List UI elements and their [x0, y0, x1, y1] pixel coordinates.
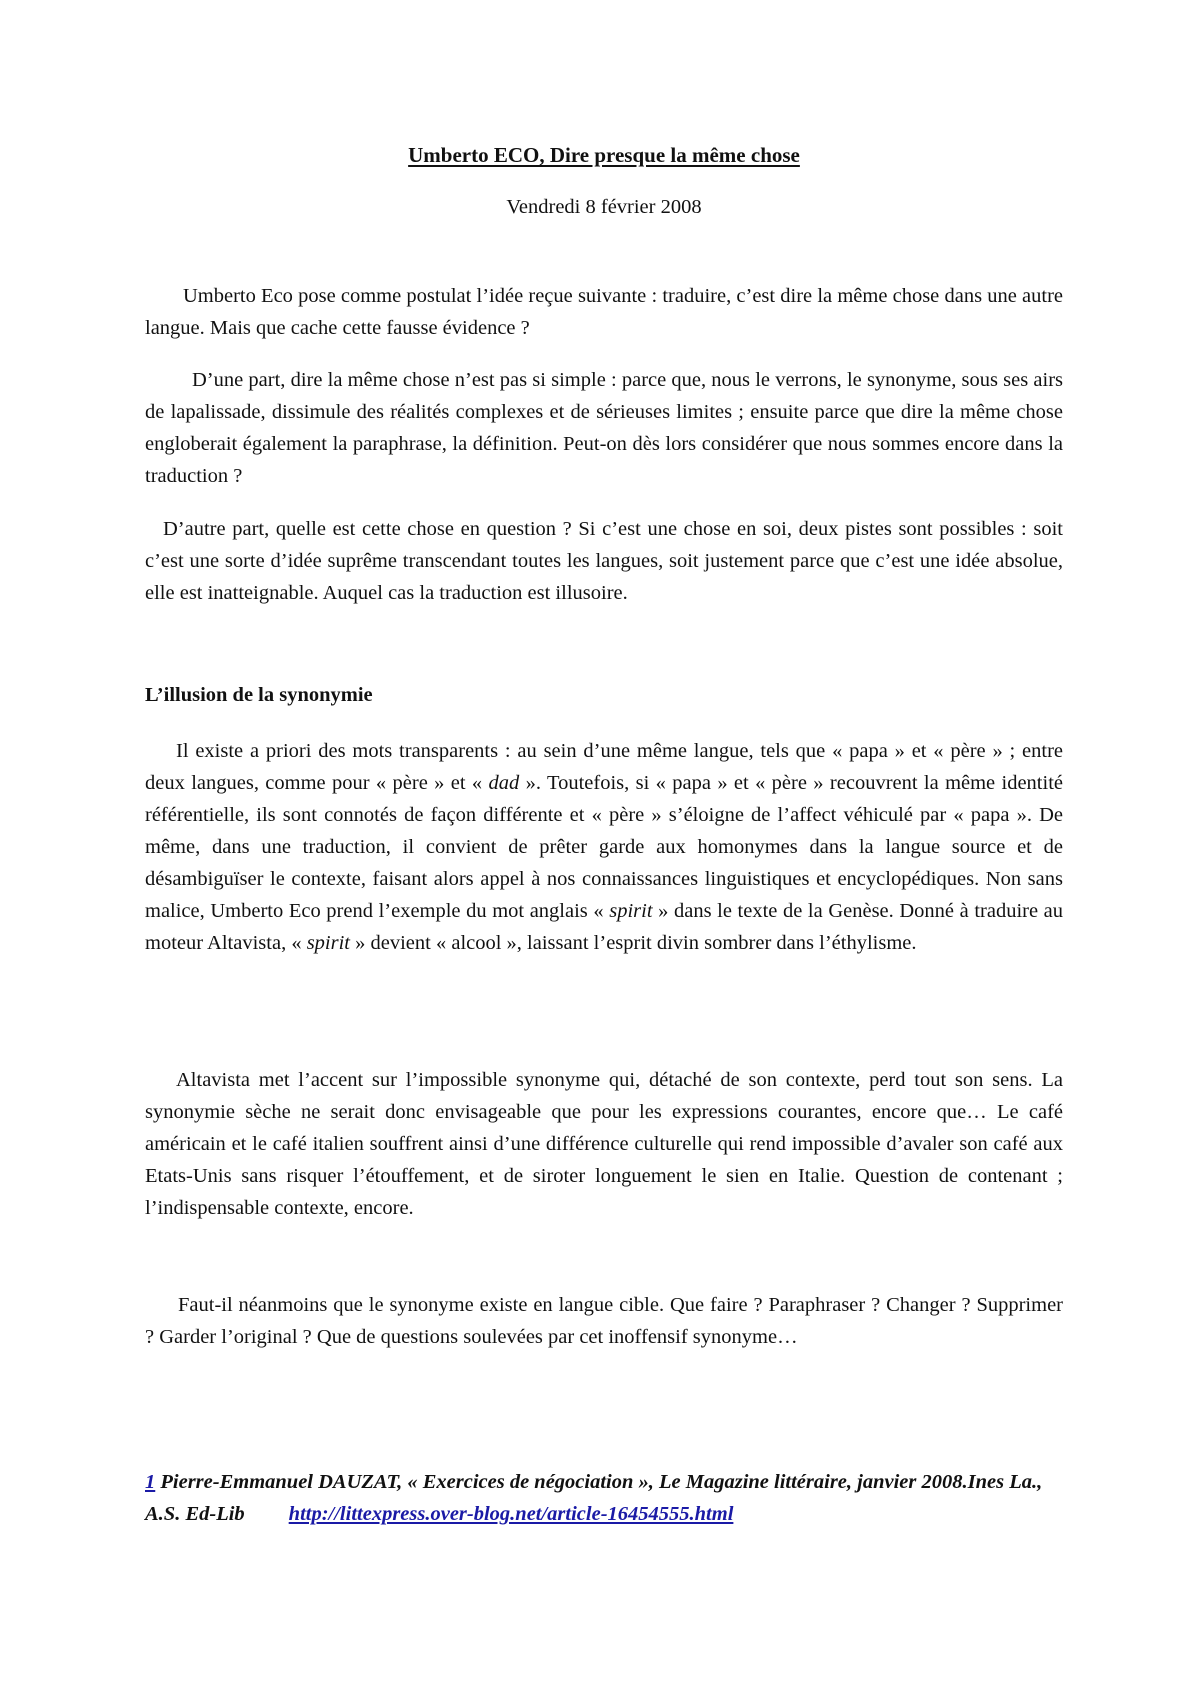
p4-text-b: ». Toutefois, si « papa » et « père » recouvrent la même identité référentielle, ils sont connotés de façon différente et « père » s’éloigne de l’affect véhiculé par « papa ». De même, dans une traduction, il convient de prêter garde aux homonymes dans la langue source et de désambiguïser le contexte, faisant alors appel à nos connaissances linguistiques et encyclopédiques. Non sans malice, Umberto Eco prend l’exemple du mot anglais « — [145, 772, 1063, 922]
p4-spirit-word-2: spirit — [306, 932, 350, 954]
synonymy-paragraph-3: Faut-il néanmoins que le synonyme existe en langue cible. Que faire ? Paraphraser ? Changer ? Supprimer ? Garder l’original ? Que de questions soulevées par cet inoffensif synonyme… — [145, 1294, 1063, 1348]
synonymy-paragraph-2: Altavista met l’accent sur l’impossible synonyme qui, détaché de son contexte, perd tout son sens. La synonymie sèche ne serait donc envisageable que pour les expressions courantes, encore que… Le café américain et le café italien souffrent ainsi d’une différence culturelle qui rend impossible d’avaler son café aux Etats-Unis sans risquer l’étouffement, et de siroter longuement le sien en Italie. Question de contenant ; l’indispensable contexte, encore. — [145, 1069, 1063, 1219]
intro-paragraph-1: Umberto Eco pose comme postulat l’idée reçue suivante : traduire, c’est dire la même chose dans une autre langue. Mais que cache cette fausse évidence ? — [145, 285, 1063, 339]
document-date: Vendredi 8 février 2008 — [506, 196, 702, 218]
document-title: Umberto ECO, Dire presque la même chose — [408, 143, 800, 167]
p4-dad-word: dad — [488, 772, 520, 794]
section-heading: L’illusion de la synonymie — [145, 684, 373, 706]
intro-paragraph-2: D’une part, dire la même chose n’est pas si simple : parce que, nous le verrons, le synonyme, sous ses airs de lapalissade, dissimule des réalités complexes et de sérieuses limites ; ensuite parce que dire la même chose engloberait également la paraphrase, la définition. Peut-on dès lors considérer que nous sommes encore dans la traduction ? — [145, 369, 1063, 487]
intro-paragraph-3: D’autre part, quelle est cette chose en question ? Si c’est une chose en soi, deux pistes sont possibles : soit c’est une sorte d’idée suprême transcendant toutes les langues, soit justement parce que c’est une idée absolue, elle est inatteignable. Auquel cas la traduction est illusoire. — [145, 518, 1063, 604]
article-url-link[interactable]: http://littexpress.over-blog.net/article-16454555.html — [288, 1503, 734, 1525]
footnote — [145, 1466, 1063, 1530]
p4-spirit-word-1: spirit — [609, 900, 653, 922]
footnote-marker-link[interactable]: 1 — [145, 1471, 156, 1493]
synonymy-paragraph-1 — [145, 735, 1063, 959]
p4-text-a: Il existe a priori des mots transparents : au sein d’une même langue, tels que « papa » et « père » ; entre deux langues, comme pour « père » et « — [145, 740, 1063, 794]
p4-text-c: » dans le texte de la Genèse. Donné à traduire au moteur Altavista, « — [145, 900, 1064, 954]
p4-text-d: » devient « alcool », laissant l’esprit divin sombrer dans l’éthylisme. — [350, 932, 917, 954]
footnote-text: Pierre-Emmanuel DAUZAT, « Exercices de négociation », Le Magazine littéraire, janvier 2008.Ines La., A.S. Ed-Lib — [145, 1471, 1043, 1525]
